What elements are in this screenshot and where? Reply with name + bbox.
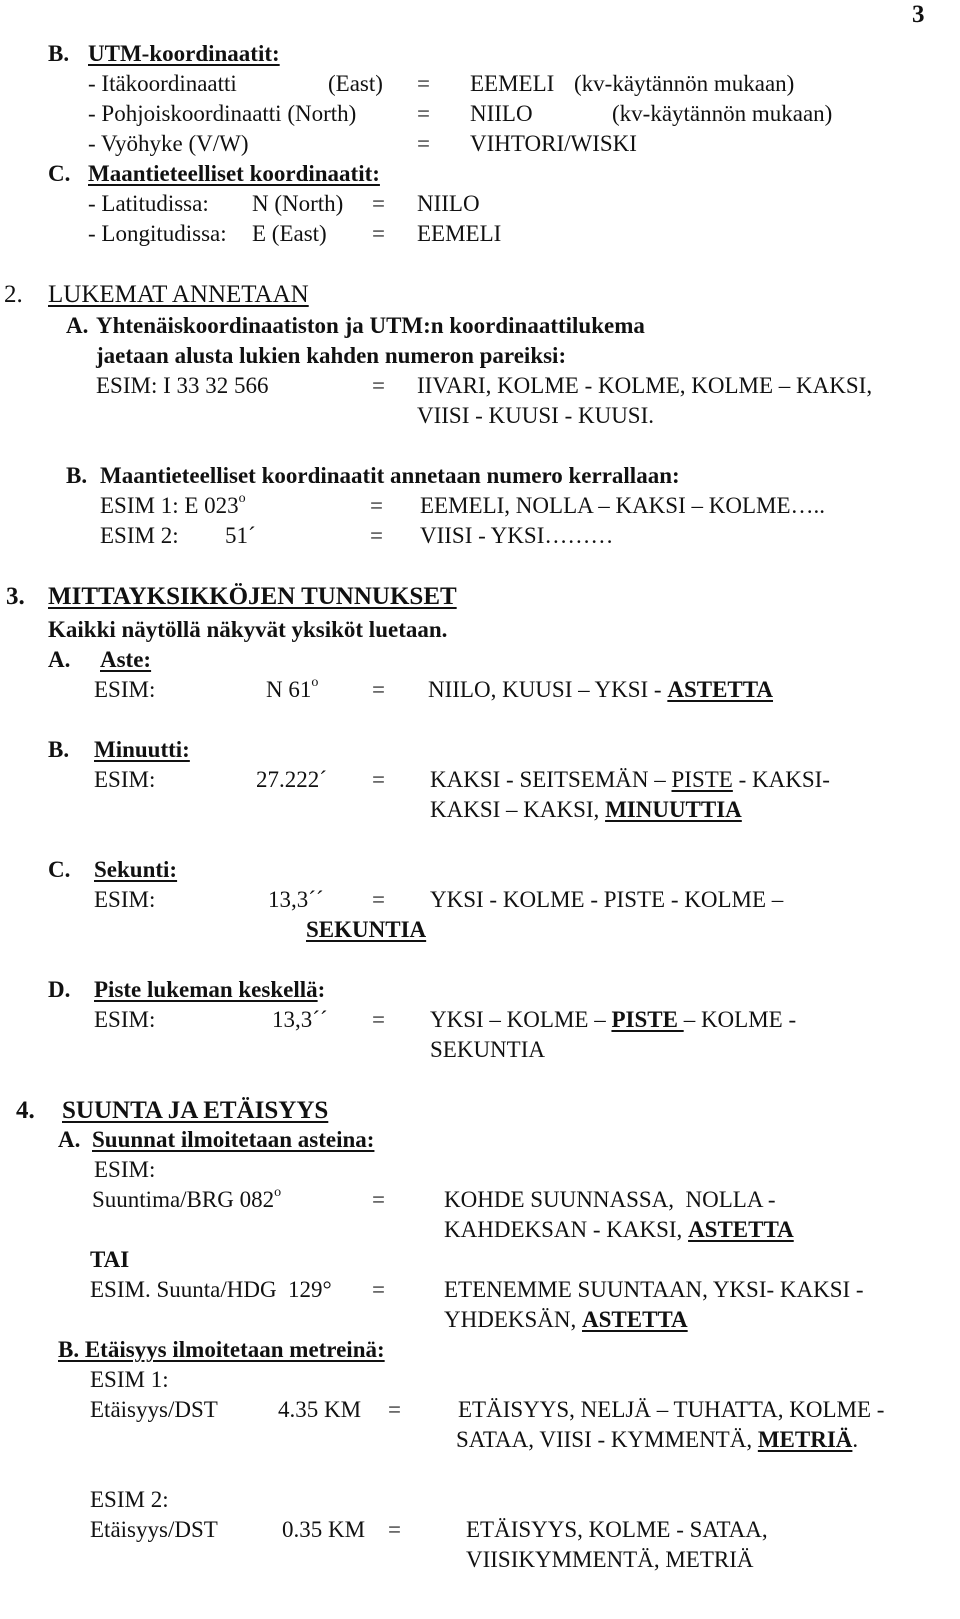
s2a-example-line2: VIISI - KUUSI - KUUSI. [417,403,655,428]
s3b-esim: ESIM: [94,767,156,792]
s3b-num: 27.222´ [256,767,327,792]
utm-east-value: EEMELI [470,71,555,96]
s4a-row2-value1: ETENEMME SUUNTAAN, YKSI- KAKSI - [444,1277,864,1302]
s4a-row2-value2: YHDEKSÄN, ASTETTA [444,1307,688,1332]
s3b-value-line1: KAKSI - SEITSEMÄN – PISTE - KAKSI- [430,767,830,792]
s3d-esim: ESIM: [94,1007,156,1032]
s3d-num: 13,3´´ [272,1007,328,1032]
s4b-row1-eq: = [388,1397,401,1422]
s4a-esim: ESIM: [94,1157,156,1182]
utm-north-value: NIILO [470,101,533,126]
s2b-title: Maantieteelliset koordinaatit annetaan numero kerrallaan: [100,463,680,488]
geo-lat-paren: N (North) [252,191,344,216]
s4a-row2-label: ESIM. Suunta/HDG 129° [90,1277,332,1302]
s3c-title: Sekunti: [94,857,178,882]
s4b-row2-label: Etäisyys/DST [90,1517,218,1542]
s4b-row2-value2: VIISIKYMMENTÄ, METRIÄ [466,1547,754,1572]
utm-east-paren: (East) [328,71,383,96]
s3a-title: Aste: [100,647,152,672]
utm-east-label: - Itäkoordinaatti [88,71,237,96]
geo-lat-eq: = [372,191,385,216]
s2a-example-line1: IIVARI, KOLME - KOLME, KOLME – KAKSI, [417,373,873,398]
utm-east-eq: = [417,71,430,96]
s3c-letter: C. [48,857,71,882]
s4b-title: B. Etäisyys ilmoitetaan metreinä: [58,1337,385,1362]
s2a-title-line1: Yhtenäiskoordinaatiston ja UTM:n koordinaattilukema [96,313,645,338]
utm-zone-eq: = [417,131,430,156]
s3b-letter: B. [48,737,70,762]
utm-east-note: (kv-käytännön mukaan) [574,71,795,96]
section-2-title: LUKEMAT ANNETAAN [48,281,309,308]
page-number: 3 [912,1,925,28]
section-3-title: MITTAYKSIKKÖJEN TUNNUKSET [48,583,457,610]
s3d-letter: D. [48,977,71,1002]
utm-north-note: (kv-käytännön mukaan) [612,101,833,126]
section-4-number: 4. [16,1097,35,1124]
s3c-esim: ESIM: [94,887,156,912]
s3b-value-line2: KAKSI – KAKSI, MINUUTTIA [430,797,742,822]
s4b-esim1: ESIM 1: [90,1367,169,1392]
s2b-ex1-value: EEMELI, NOLLA – KAKSI – KOLME….. [420,493,826,518]
s3d-eq: = [372,1007,385,1032]
section-4-title: SUUNTA JA ETÄISYYS [62,1097,329,1124]
s3c-num: 13,3´´ [268,887,324,912]
s3a-num: N 61$^o$ [266,675,319,702]
s4a-or: TAI [90,1247,130,1272]
s4b-row1-label: Etäisyys/DST [90,1397,218,1422]
s4b-row1-value1: ETÄISYYS, NELJÄ – TUHATTA, KOLME - [458,1397,885,1422]
geo-letter: C. [48,161,71,186]
s4a-row1-eq: = [372,1187,385,1212]
s3a-letter: A. [48,647,71,672]
s4a-row1-label: Suuntima/BRG 082$^o$ [92,1185,282,1212]
s4b-row1-value2: SATAA, VIISI - KYMMENTÄ, METRIÄ. [456,1427,859,1452]
s2a-example-label: ESIM: I 33 32 566 [96,373,269,398]
s4a-letter: A. [58,1127,81,1152]
s2a-letter: A. [66,313,89,338]
utm-north-label: - Pohjoiskoordinaatti (North) [88,101,357,126]
s3b-title: Minuutti: [94,737,190,762]
s3a-esim: ESIM: [94,677,156,702]
geo-long-label: - Longitudissa: [88,221,227,246]
section-3-intro: Kaikki näytöllä näkyvät yksiköt luetaan. [48,617,448,642]
s2b-ex1-eq: = [370,493,383,518]
s3c-value-line2: SEKUNTIA [306,917,427,942]
s4a-title: Suunnat ilmoitetaan asteina: [92,1127,375,1152]
section-2-number: 2. [4,281,23,308]
s4a-row2-eq: = [372,1277,385,1302]
utm-zone-label: - Vyöhyke (V/W) [88,131,249,156]
s2b-ex2-num: 51´ [225,523,256,548]
s4b-row1-num: 4.35 KM [278,1397,362,1422]
s3d-value-line1: YKSI – KOLME – PISTE – KOLME - [430,1007,797,1032]
s2a-example-eq: = [372,373,385,398]
utm-letter: B. [48,41,70,66]
s2b-ex2-eq: = [370,523,383,548]
geo-lat-value: NIILO [417,191,480,216]
s3d-title: Piste lukeman keskellä: [94,977,326,1002]
s2b-ex1-label: ESIM 1: E 023$^o$ [100,491,246,518]
s3a-eq: = [372,677,385,702]
geo-long-value: EEMELI [417,221,502,246]
s2b-ex2-value: VIISI - YKSI……… [420,523,614,548]
section-3-number: 3. [6,583,25,610]
s4a-row1-value1: KOHDE SUUNNASSA, NOLLA - [444,1187,776,1212]
s3a-value: NIILO, KUUSI – YKSI - ASTETTA [428,677,774,702]
utm-north-eq: = [417,101,430,126]
s4b-esim2: ESIM 2: [90,1487,169,1512]
s4b-row2-eq: = [388,1517,401,1542]
s2a-title-line2: jaetaan alusta lukien kahden numeron pareiksi: [96,343,567,368]
utm-zone-value: VIHTORI/WISKI [470,131,637,156]
s2b-letter: B. [66,463,88,488]
geo-long-eq: = [372,221,385,246]
geo-lat-label: - Latitudissa: [88,191,209,216]
s4a-row1-value2: KAHDEKSAN - KAKSI, ASTETTA [444,1217,794,1242]
s2b-ex2-label: ESIM 2: [100,523,179,548]
geo-title: Maantieteelliset koordinaatit: [88,161,380,186]
s3b-eq: = [372,767,385,792]
s3c-eq: = [372,887,385,912]
s3d-value-line2: SEKUNTIA [430,1037,545,1062]
s3c-value-line1: YKSI - KOLME - PISTE - KOLME – [430,887,784,912]
geo-long-paren: E (East) [252,221,327,246]
s4b-row2-num: 0.35 KM [282,1517,366,1542]
utm-title: UTM-koordinaatit: [88,41,280,66]
s4b-row2-value1: ETÄISYYS, KOLME - SATAA, [466,1517,768,1542]
